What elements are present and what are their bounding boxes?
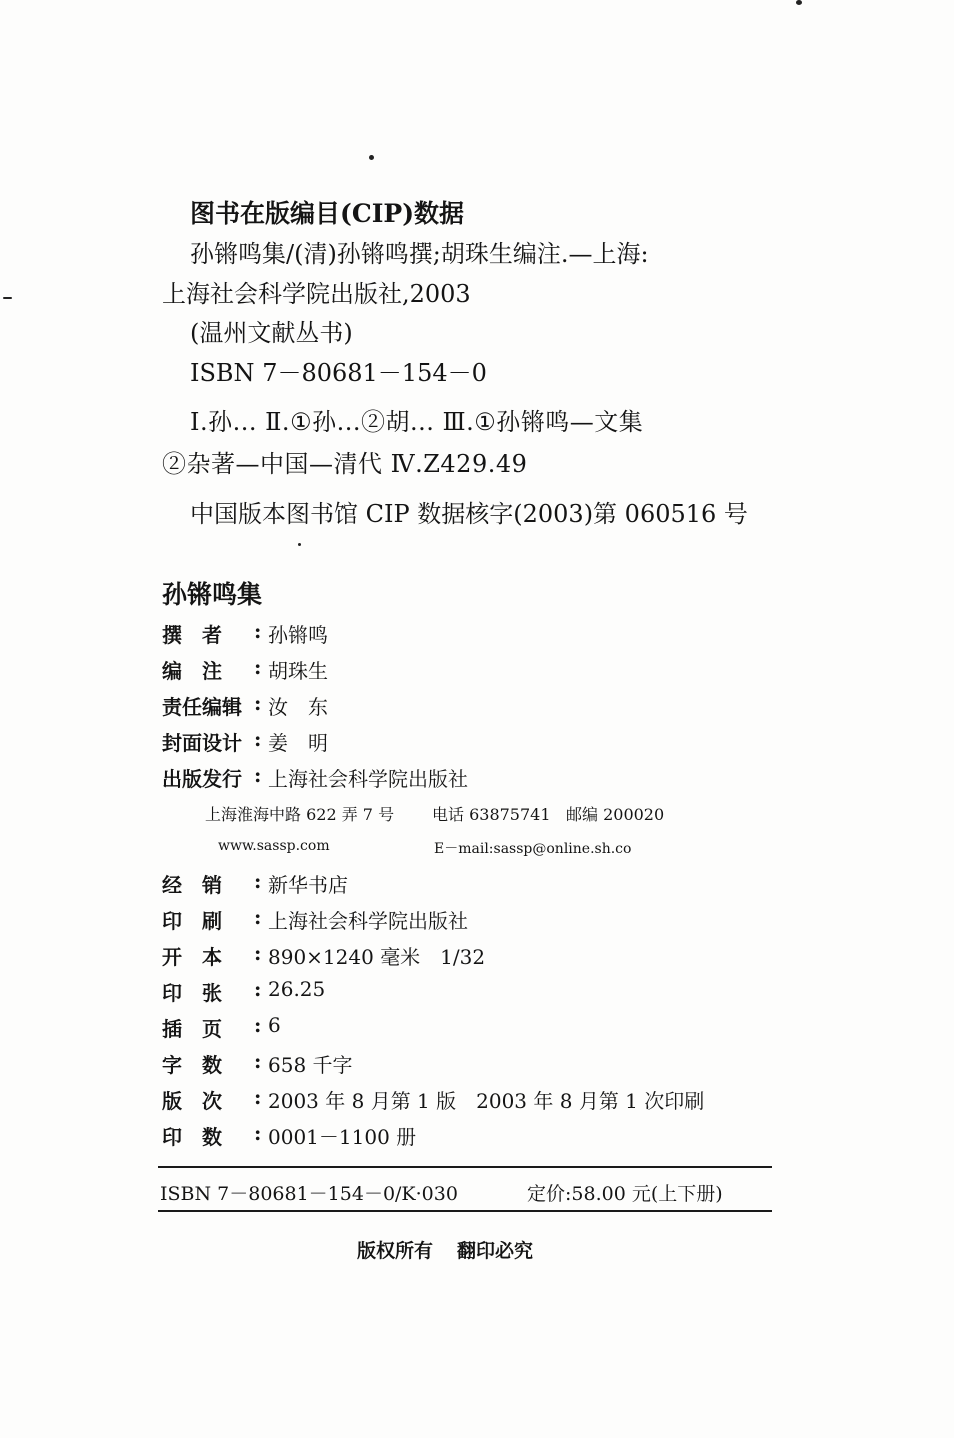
info-label: 印 数 bbox=[162, 1125, 222, 1149]
info-row-publisher: 出版发行 : 上海社会科学院出版社 bbox=[162, 763, 468, 791]
info-row-edition: 版 次 : 2003 年 8 月第 1 版 2003 年 8 月第 1 次印刷 bbox=[162, 1085, 705, 1113]
info-value: 658 千字 bbox=[268, 1053, 353, 1077]
footer-bottom-rule bbox=[158, 1210, 772, 1212]
publisher-email: E－mail:sassp@online.sh.co bbox=[434, 841, 632, 857]
footer-isbn: ISBN 7－80681－154－0/K·030 bbox=[160, 1183, 458, 1205]
info-label: 开 本 bbox=[162, 945, 222, 969]
info-row-print-run: 印 数 : 0001－1100 册 bbox=[162, 1121, 417, 1149]
info-value: 孙锵鸣 bbox=[268, 623, 328, 647]
copyright-notice bbox=[357, 1236, 533, 1263]
scan-speck bbox=[369, 155, 374, 160]
info-row-printer: 印 刷 : 上海社会科学院出版社 bbox=[162, 905, 468, 933]
info-value: 890×1240 毫米 1/32 bbox=[268, 945, 486, 969]
cip-line-2: 上海社会科学院出版社,2003 bbox=[162, 280, 471, 308]
cip-line-3: (温州文献丛书) bbox=[190, 319, 353, 347]
info-row-annotator: 编 注 : 胡珠生 bbox=[162, 655, 328, 683]
publisher-address: 上海淮海中路 622 弄 7 号 bbox=[205, 805, 395, 824]
info-value: 2003 年 8 月第 1 版 2003 年 8 月第 1 次印刷 bbox=[268, 1089, 705, 1113]
info-row-sheets: 印 张 : 26.25 bbox=[162, 977, 326, 1005]
info-label: 责任编辑 bbox=[162, 695, 242, 719]
info-label: 出版发行 bbox=[162, 767, 242, 791]
cip-line-6: ②杂著—中国—清代 Ⅳ.Z429.49 bbox=[162, 450, 528, 478]
info-label: 印 刷 bbox=[162, 909, 222, 933]
cip-line-7: 中国版本图书馆 CIP 数据核字(2003)第 060516 号 bbox=[190, 500, 748, 528]
cip-line-5: Ⅰ.孙... Ⅱ.①孙...②胡... Ⅲ.①孙锵鸣—文集 bbox=[190, 408, 644, 436]
info-value: 胡珠生 bbox=[268, 659, 328, 683]
book-title: 孙锵鸣集 bbox=[162, 580, 263, 609]
info-value: 姜 明 bbox=[268, 731, 328, 755]
publisher-phone: 电话 63875741 bbox=[432, 805, 551, 824]
copyright-text-b: 翻印必究 bbox=[457, 1240, 534, 1262]
info-value: 新华书店 bbox=[268, 873, 348, 897]
footer-price: 定价:58.00 元(上下册) bbox=[527, 1183, 723, 1205]
scan-speck bbox=[3, 297, 12, 299]
publisher-postcode: 邮编 200020 bbox=[566, 805, 665, 824]
info-row-distributor: 经 销 : 新华书店 bbox=[162, 869, 348, 897]
info-value: 上海社会科学院出版社 bbox=[268, 909, 468, 933]
info-row-format: 开 本 : 890×1240 毫米 1/32 bbox=[162, 941, 486, 969]
info-label: 印 张 bbox=[162, 981, 222, 1005]
info-row-plates: 插 页 : 6 bbox=[162, 1013, 281, 1041]
cip-heading: 图书在版编目(CIP)数据 bbox=[190, 199, 465, 228]
info-row-cover-design: 封面设计 : 姜 明 bbox=[162, 727, 328, 755]
cip-line-1: 孙锵鸣集/(清)孙锵鸣撰;胡珠生编注.—上海: bbox=[190, 240, 649, 268]
info-label: 版 次 bbox=[162, 1089, 222, 1113]
scan-speck bbox=[796, 0, 802, 5]
info-label: 撰 者 bbox=[162, 623, 222, 647]
info-value: 26.25 bbox=[268, 977, 326, 1001]
publisher-website: www.sassp.com bbox=[218, 838, 330, 854]
footer-top-rule bbox=[158, 1166, 772, 1168]
info-label: 字 数 bbox=[162, 1053, 222, 1077]
info-row-editor: 责任编辑 : 汝 东 bbox=[162, 691, 328, 719]
info-value: 汝 东 bbox=[268, 695, 328, 719]
scan-speck bbox=[298, 543, 301, 546]
info-value: 0001－1100 册 bbox=[268, 1125, 417, 1149]
cip-line-4: ISBN 7－80681－154－0 bbox=[190, 359, 487, 387]
info-label: 插 页 bbox=[162, 1017, 222, 1041]
info-value: 6 bbox=[268, 1013, 281, 1037]
info-value: 上海社会科学院出版社 bbox=[268, 767, 468, 791]
info-label: 编 注 bbox=[162, 659, 222, 683]
info-label: 经 销 bbox=[162, 873, 222, 897]
info-row-word-count: 字 数 : 658 千字 bbox=[162, 1049, 353, 1077]
copyright-text-a: 版权所有 bbox=[357, 1240, 434, 1262]
info-label: 封面设计 bbox=[162, 731, 242, 755]
info-row-author: 撰 者 : 孙锵鸣 bbox=[162, 619, 328, 647]
